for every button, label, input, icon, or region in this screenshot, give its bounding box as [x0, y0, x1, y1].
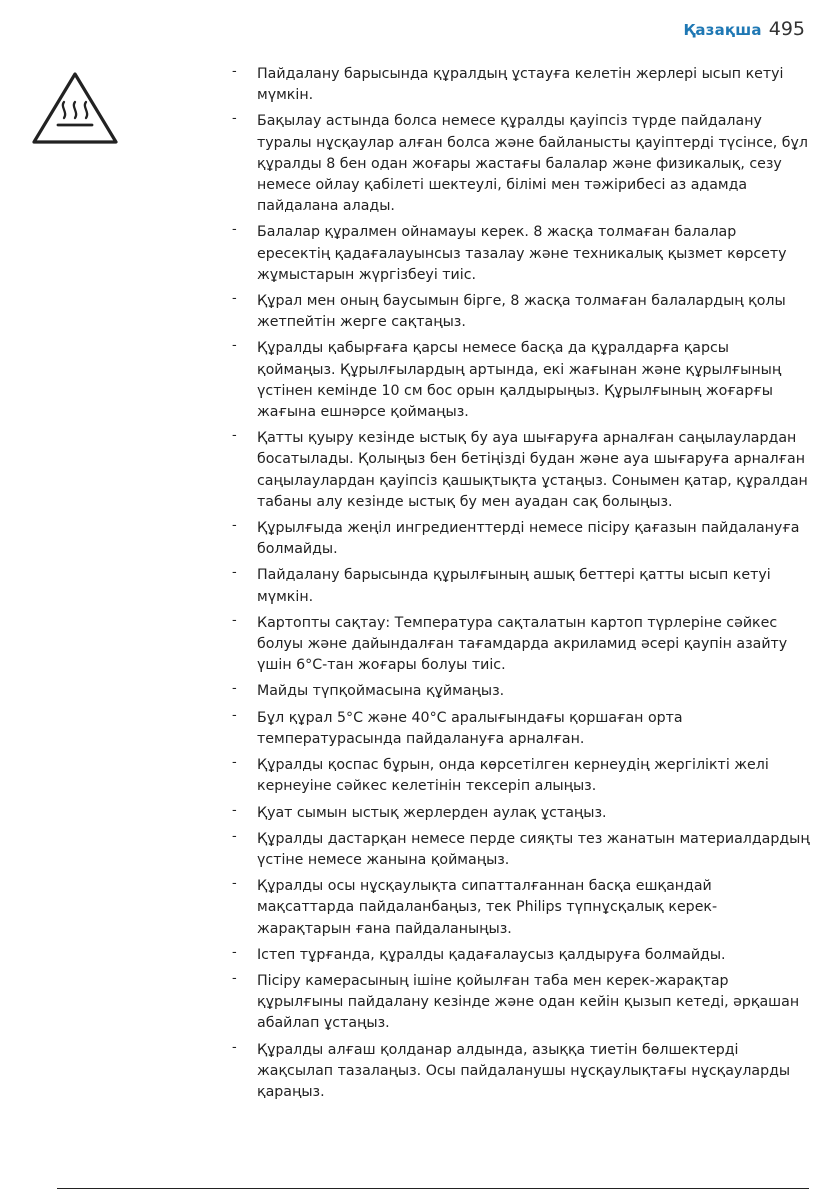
list-bullet-icon: -	[232, 828, 237, 844]
list-bullet-icon: -	[232, 707, 237, 723]
list-bullet-icon: -	[232, 518, 237, 534]
list-item-text: Картопты сақтау: Температура сақталатын картоп түрлеріне сәйкес болуы және дайындалған тағамдарда акриламид әсері қаупін азайту үшін 6°C-тан жоғары болуы тиіс.	[257, 614, 788, 674]
list-item	[232, 971, 810, 1035]
list-bullet-icon: -	[232, 612, 237, 628]
list-item	[232, 681, 810, 702]
list-item	[232, 708, 810, 750]
list-item	[232, 428, 810, 513]
list-item-text: Қуат сымын ыстық жерлерден аулақ ұстаңыз.	[257, 804, 607, 821]
list-item	[232, 64, 810, 106]
language-label: Қазақша	[683, 21, 762, 39]
list-item-text: Балалар құралмен ойнамауы керек. 8 жасқа толмаған балалар ересектің қадағалауынсыз тазалау және техникалық қызмет көрсету жұмыстарын жүргізбеуі тиіс.	[257, 224, 787, 283]
list-item-text: Құрылғыда жеңіл ингредиенттерді немесе пісіру қағазын пайдалануға болмайды.	[257, 520, 800, 558]
list-bullet-icon: -	[232, 111, 237, 127]
list-bullet-icon: -	[232, 338, 237, 354]
footer-rule	[57, 1188, 809, 1189]
list-item	[232, 338, 810, 423]
list-item-text: Майды түпқоймасына құймаңыз.	[257, 683, 505, 700]
list-item-text: Істеп тұрғанда, құралды қадағалаусыз қалдыруға болмайды.	[257, 946, 726, 963]
list-bullet-icon: -	[232, 428, 237, 444]
list-item-text: Бақылау астында болса немесе құралды қауіпсіз түрде пайдалану туралы нұсқаулар алған болса және байланысты қауіптерді түсінсе, бұл құралды 8 бен одан жоғары жастағы балалар және физикалық, сезу немесе ойлау қабілеті шектеулі, білімі мен тәжірибесі аз адамда пайдалана алады.	[257, 113, 808, 215]
hot-surface-warning-icon	[30, 70, 120, 146]
list-item-text: Құралды қоспас бұрын, онда көрсетілген кернеудің жергілікті желі кернеуіне сәйкес келетінін тексеріп алыңыз.	[257, 757, 769, 795]
list-item	[232, 945, 810, 966]
list-item-text: Пайдалану барысында құрылғының ашық беттері қатты ысып кетуі мүмкін.	[257, 567, 771, 605]
page-number: 495	[768, 18, 805, 40]
list-item-text: Құралды алғаш қолданар алдында, азыққа тиетін бөлшектерді жақсылап тазалаңыз. Осы пайдаланушы нұсқаулықтағы нұсқауларды қараңыз.	[257, 1041, 791, 1100]
list-item	[232, 222, 810, 286]
list-item	[232, 565, 810, 607]
list-bullet-icon: -	[232, 222, 237, 238]
page-header	[684, 18, 805, 40]
list-item-text: Құрал мен оның баусымын бірге, 8 жасқа толмаған балалардың қолы жетпейтін жерге сақтаңыз.	[257, 293, 786, 331]
list-bullet-icon: -	[232, 802, 237, 818]
list-item	[232, 876, 810, 940]
list-bullet-icon: -	[232, 755, 237, 771]
list-bullet-icon: -	[232, 565, 237, 581]
list-item	[232, 1040, 810, 1104]
list-bullet-icon: -	[232, 291, 237, 307]
list-item	[232, 291, 810, 333]
list-item-text: Пісіру камерасының ішіне қойылған таба мен керек-жарақтар құрылғыны пайдалану кезінде және одан кейін қызып кетеді, әрқашан абайлап ұстаңыз.	[257, 972, 800, 1032]
list-item-text: Пайдалану барысында құралдың ұстауға келетін жерлері ысып кетуі мүмкін.	[257, 66, 784, 104]
list-item-text: Бұл құрал 5°C және 40°C аралығындағы қоршаған орта температурасында пайдалануға арналған.	[257, 709, 683, 747]
list-item-text: Құралды осы нұсқаулықта сипатталғаннан басқа ешқандай мақсаттарда пайдаланбаңыз, тек Philips түпнұсқалық керек-жарақтарын ғана пайдаланыңыз.	[257, 878, 718, 937]
list-item	[232, 829, 810, 871]
list-bullet-icon: -	[232, 970, 237, 986]
list-bullet-icon: -	[232, 681, 237, 697]
list-bullet-icon: -	[232, 1039, 237, 1055]
list-item-text: Құралды дастарқан немесе перде сияқты тез жанатын материалдардың үстіне немесе жанына қоймаңыз.	[257, 830, 810, 868]
list-item-text: Қатты қуыру кезінде ыстық бу ауа шығаруға арналған саңылаулардан босатылады. Қолыңыз бен бетіңізді будан және ауа шығаруға арналған саңылаулардан қауіпсіз қашықтықта ұстаңыз. Сонымен қатар, құралдан табаны алу кезінде ыстық бу мен ауадан сақ болыңыз.	[257, 430, 808, 510]
list-bullet-icon: -	[232, 876, 237, 892]
safety-instructions-list	[232, 64, 810, 1108]
list-item	[232, 518, 810, 560]
list-item-text: Құралды қабырғаға қарсы немесе басқа да құралдарға қарсы қоймаңыз. Құрылғылардың артында, екі жағынан және құрылғының үстінен кемінде 10 см бос орын қалдырыңыз. Құрылғының жоғарғы жағына ешнәрсе қоймаңыз.	[257, 340, 782, 421]
list-item	[232, 613, 810, 677]
list-item	[232, 111, 810, 217]
list-bullet-icon: -	[232, 944, 237, 960]
list-item	[232, 755, 810, 797]
list-bullet-icon: -	[232, 64, 237, 79]
list-item	[232, 803, 810, 824]
